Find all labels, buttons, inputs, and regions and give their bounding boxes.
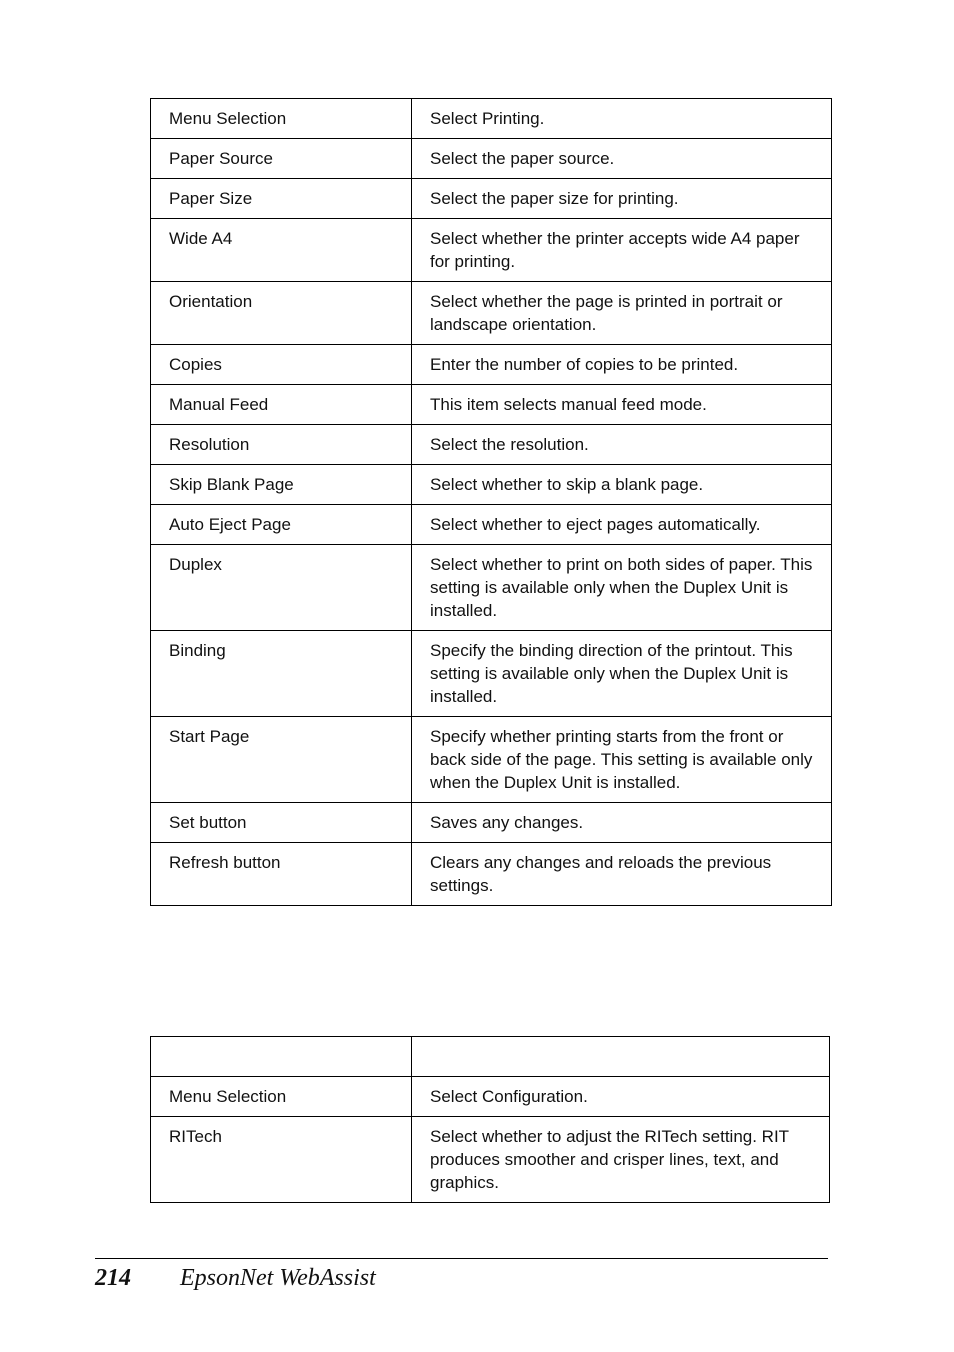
setting-name: Paper Source	[151, 139, 412, 179]
table-row	[151, 465, 832, 505]
setting-description: This item selects manual feed mode.	[412, 385, 832, 425]
setting-description: Select the paper size for printing.	[412, 179, 832, 219]
setting-description: Saves any changes.	[412, 803, 832, 843]
setting-name: Duplex	[151, 545, 412, 631]
setting-description: Select whether the printer accepts wide A4 paper for printing.	[412, 219, 832, 282]
setting-description: Select the paper source.	[412, 139, 832, 179]
page-footer	[95, 1258, 828, 1291]
setting-name: Menu Selection	[151, 99, 412, 139]
table-row	[151, 385, 832, 425]
header-cell	[412, 1037, 830, 1077]
page-number: 214	[95, 1265, 131, 1291]
setting-name: Skip Blank Page	[151, 465, 412, 505]
table-row	[151, 843, 832, 906]
table-row	[151, 545, 832, 631]
setting-description: Enter the number of copies to be printed.	[412, 345, 832, 385]
table-row	[151, 631, 832, 717]
setting-name: Wide A4	[151, 219, 412, 282]
table-row	[151, 345, 832, 385]
table-header-row	[151, 1037, 830, 1077]
table-row	[151, 179, 832, 219]
header-cell	[151, 1037, 412, 1077]
book-title: EpsonNet WebAssist	[180, 1265, 376, 1291]
table-row	[151, 803, 832, 843]
setting-description: Clears any changes and reloads the previous settings.	[412, 843, 832, 906]
setting-description: Select whether to skip a blank page.	[412, 465, 832, 505]
table-row	[151, 282, 832, 345]
setting-name: Resolution	[151, 425, 412, 465]
configuration-settings-table	[150, 1036, 830, 1203]
setting-name: Copies	[151, 345, 412, 385]
setting-name: Set button	[151, 803, 412, 843]
setting-description: Select Configuration.	[412, 1077, 830, 1117]
setting-name: Start Page	[151, 717, 412, 803]
table-row	[151, 139, 832, 179]
setting-description: Select whether the page is printed in portrait or landscape orientation.	[412, 282, 832, 345]
config-table-body	[151, 1037, 830, 1203]
printing-settings-table	[150, 98, 832, 906]
table-row	[151, 1077, 830, 1117]
setting-name: RITech	[151, 1117, 412, 1203]
setting-name: Orientation	[151, 282, 412, 345]
table-row	[151, 219, 832, 282]
setting-name: Menu Selection	[151, 1077, 412, 1117]
printing-table-body	[151, 99, 832, 906]
setting-name: Manual Feed	[151, 385, 412, 425]
setting-description: Select whether to print on both sides of paper. This setting is available only when the Duplex Unit is installed.	[412, 545, 832, 631]
setting-description: Select Printing.	[412, 99, 832, 139]
table-row	[151, 425, 832, 465]
setting-name: Paper Size	[151, 179, 412, 219]
table-row	[151, 505, 832, 545]
setting-description: Select the resolution.	[412, 425, 832, 465]
setting-name: Auto Eject Page	[151, 505, 412, 545]
setting-name: Binding	[151, 631, 412, 717]
setting-description: Specify the binding direction of the printout. This setting is available only when the Duplex Unit is installed.	[412, 631, 832, 717]
table-row	[151, 1117, 830, 1203]
setting-description: Select whether to eject pages automatically.	[412, 505, 832, 545]
table-row	[151, 717, 832, 803]
setting-description: Specify whether printing starts from the front or back side of the page. This setting is available only when the Duplex Unit is installed.	[412, 717, 832, 803]
setting-description: Select whether to adjust the RITech setting. RIT produces smoother and crisper lines, text, and graphics.	[412, 1117, 830, 1203]
setting-name: Refresh button	[151, 843, 412, 906]
table-row	[151, 99, 832, 139]
